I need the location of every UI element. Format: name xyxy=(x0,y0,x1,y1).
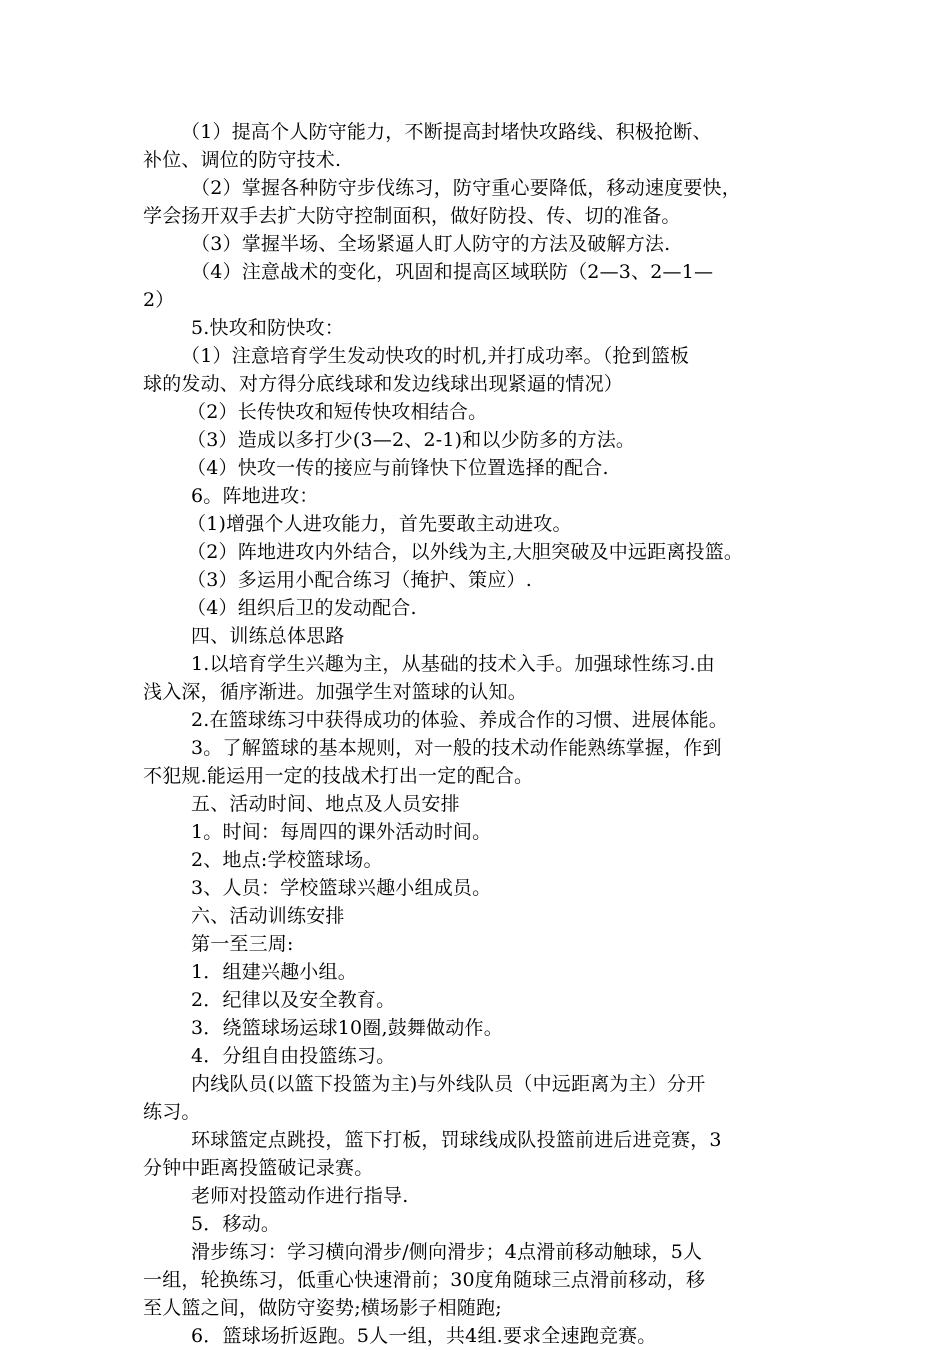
text-line: 2.在篮球练习中获得成功的体验、养成合作的习惯、进展体能。 xyxy=(191,709,728,731)
text-line: 6．篮球场折返跑。5人一组，共4组.要求全速跑竞赛。 xyxy=(191,1325,657,1347)
text-line: （3）多运用小配合练习（掩护、策应）. xyxy=(187,569,532,591)
text-line: （2）阵地进攻内外结合，以外线为主,大胆突破及中远距离投篮。 xyxy=(187,541,744,563)
text-line: 3．绕篮球场运球10圈,鼓舞做动作。 xyxy=(191,1017,503,1039)
text-line: 浅入深，循序渐进。加强学生对篮球的认知。 xyxy=(143,681,528,703)
section-heading: 四、训练总体思路 xyxy=(191,625,345,647)
text-line: 球的发动、对方得分底线球和发边线球出现紧逼的情况） xyxy=(143,373,624,395)
text-line: （4）组织后卫的发动配合. xyxy=(187,597,417,619)
text-line: （2）掌握各种防守步伐练习，防守重心要降低，移动速度要快， xyxy=(191,177,741,199)
text-line: （4）快攻一传的接应与前锋快下位置选择的配合. xyxy=(187,457,609,479)
text-line: 3、人员：学校篮球兴趣小组成员。 xyxy=(191,877,492,899)
text-line: （1)增强个人进攻能力，首先要敢主动进攻。 xyxy=(187,513,572,535)
text-line: 1.以培育学生兴趣为主，从基础的技术入手。加强球性练习.由 xyxy=(191,653,715,675)
text-line: 4．分组自由投篮练习。 xyxy=(191,1045,396,1067)
text-line: 1．组建兴趣小组。 xyxy=(191,961,357,983)
text-line: 1。时间：每周四的课外活动时间。 xyxy=(191,821,492,843)
text-line: 至人篮之间，做防守姿势;横场影子相随跑; xyxy=(143,1297,502,1319)
text-line: （3）造成以多打少(3—2、2-1)和以少防多的方法。 xyxy=(187,429,636,451)
text-line: 分钟中距离投篮破记录赛。 xyxy=(143,1157,374,1179)
text-line: 2） xyxy=(143,289,175,311)
text-line: （1）提高个人防守能力，不断提高封堵快攻路线、积极抢断、 xyxy=(181,121,712,143)
text-line: 环球篮定点跳投，篮下打板，罚球线成队投篮前进后进竞赛，3 xyxy=(191,1129,722,1151)
text-line: 2、地点:学校篮球场。 xyxy=(191,849,383,871)
text-line: （1）注意培育学生发动快攻的时机,并打成功率。（抢到篮板 xyxy=(181,345,690,367)
text-line: 5.快攻和防快攻： xyxy=(191,317,344,339)
text-line: 一组，轮换练习，低重心快速滑前；30度角随球三点滑前移动，移 xyxy=(143,1269,706,1291)
text-line: 学会扬开双手去扩大防守控制面积，做好防投、传、切的准备。 xyxy=(143,205,681,227)
section-heading: 五、活动时间、地点及人员安排 xyxy=(191,793,460,815)
text-line: 滑步练习：学习横向滑步/侧向滑步；4点滑前移动触球，5人 xyxy=(191,1241,703,1263)
document-page xyxy=(143,118,815,1350)
section-heading: 六、活动训练安排 xyxy=(191,905,345,927)
text-line: 6。阵地进攻： xyxy=(191,485,319,507)
text-line: 内线队员(以篮下投篮为主)与外线队员（中远距离为主）分开 xyxy=(191,1073,706,1095)
text-line: 5．移动。 xyxy=(191,1213,281,1235)
text-line: 补位、调位的防守技术. xyxy=(143,149,342,171)
text-line: 3。了解篮球的基本规则，对一般的技术动作能熟练掌握，作到 xyxy=(191,737,722,759)
text-line: （3）掌握半场、全场紧逼人盯人防守的方法及破解方法. xyxy=(191,233,671,255)
text-line: 老师对投篮动作进行指导. xyxy=(191,1185,409,1207)
text-line: （4）注意战术的变化，巩固和提高区域联防（2—3、2—1— xyxy=(191,261,714,283)
text-line: 不犯规.能运用一定的技战术打出一定的配合。 xyxy=(143,765,534,787)
text-line: 第一至三周: xyxy=(191,933,294,955)
text-line: （2）长传快攻和短传快攻相结合。 xyxy=(187,401,488,423)
text-line: 2．纪律以及安全教育。 xyxy=(191,989,396,1011)
text-line: 练习。 xyxy=(143,1101,201,1123)
